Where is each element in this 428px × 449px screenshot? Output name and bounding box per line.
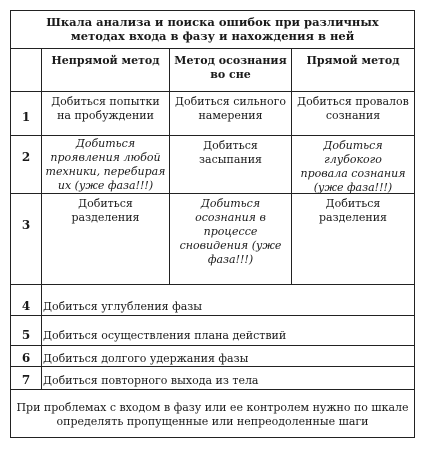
row-5-number-text: 5 [21,328,31,342]
row-3-awareness-line: Добиться [200,197,261,210]
row-5-text-value: Добиться осуществления плана действий [43,329,287,342]
row-1-awareness-line: Добиться сильного [175,95,286,108]
row-5-number [11,316,41,345]
row-3-number [11,194,41,284]
row-6-number-text: 6 [21,351,31,365]
row-2-direct-line: Добиться глубокого [323,139,383,166]
header-awareness-line-1: Метод осознания [174,54,287,67]
row-1-direct [292,92,414,135]
row-2-number [11,136,41,193]
row-7-number [11,367,41,389]
row-6-text-value: Добиться долгого удержания фазы [43,352,249,365]
row-7-number-text: 7 [21,373,31,387]
row-3-direct [292,194,414,284]
header-direct [292,49,414,91]
row-2-awareness-line: засыпания [199,153,262,166]
row-2-direct-line: (уже фаза!!!) [313,181,393,193]
row-2-number-text: 2 [21,150,31,164]
row-4-number-text: 4 [21,299,31,313]
row-3-number-text: 3 [21,218,31,232]
row-2-indirect-line: их (уже фаза!!!) [57,179,154,192]
row-1-indirect-line: на пробуждении [57,109,154,122]
header-indirect-label: Непрямой метод [51,54,160,67]
table-title-line-1: Шкала анализа и поиска ошибок при различных [46,15,379,29]
row-5-text [42,316,414,345]
row-1-direct-line: сознания [325,109,381,122]
row-2-indirect [42,136,169,193]
row-6-number [11,346,41,366]
row-1-number-text: 1 [21,110,31,124]
row-3-awareness-line: сновидения (уже [179,239,282,252]
row-2-direct [292,136,414,193]
row-3-awareness-line: осознания в [195,211,266,224]
row-7-text [42,367,414,389]
footer-line-1: При проблемах с входом в фазу или ее контролем нужно по шкале [16,401,409,414]
row-4-number [11,285,41,315]
row-3-awareness-line: процессе [203,225,258,238]
row-3-indirect-line: Добиться [78,197,133,210]
row-6-text [42,346,414,366]
row-4-text [42,285,414,315]
row-1-indirect-line: Добиться попытки [51,95,160,108]
row-2-indirect-line: техники, перебирая [45,165,166,178]
table-footer-note [11,390,414,437]
table-title-line-2: методах входа в фазу и нахождения в ней [70,29,355,43]
header-awareness [170,49,291,91]
header-awareness-line-2: во сне [210,68,251,81]
header-indirect [42,49,169,91]
row-2-indirect-line: проявления любой [50,151,161,164]
row-2-indirect-line: Добиться [75,137,136,150]
row-3-indirect-line: разделения [71,211,140,224]
row-2-awareness-line: Добиться [203,139,258,152]
row-3-direct-line: разделения [319,211,387,224]
row-4-text-value: Добиться углубления фазы [43,300,203,313]
row-1-awareness-line: намерения [198,109,263,122]
row-3-awareness [170,194,291,284]
header-direct-label: Прямой метод [306,54,400,67]
row-1-indirect [42,92,169,135]
table-title [11,11,414,49]
row-1-direct-line: Добиться провалов [297,95,409,108]
row-2-awareness [170,136,291,193]
row-1-number [11,92,41,135]
row-2-direct-line: провала сознания [300,167,406,180]
row-3-indirect [42,194,169,284]
error-scale-table [10,10,415,438]
row-1-awareness [170,92,291,135]
footer-line-2: определять пропущенные или непреодоленные шаги [56,415,369,428]
row-3-direct-line: Добиться [325,197,381,210]
row-3-awareness-line: фаза!!!) [207,253,254,266]
row-7-text-value: Добиться повторного выхода из тела [43,374,259,387]
